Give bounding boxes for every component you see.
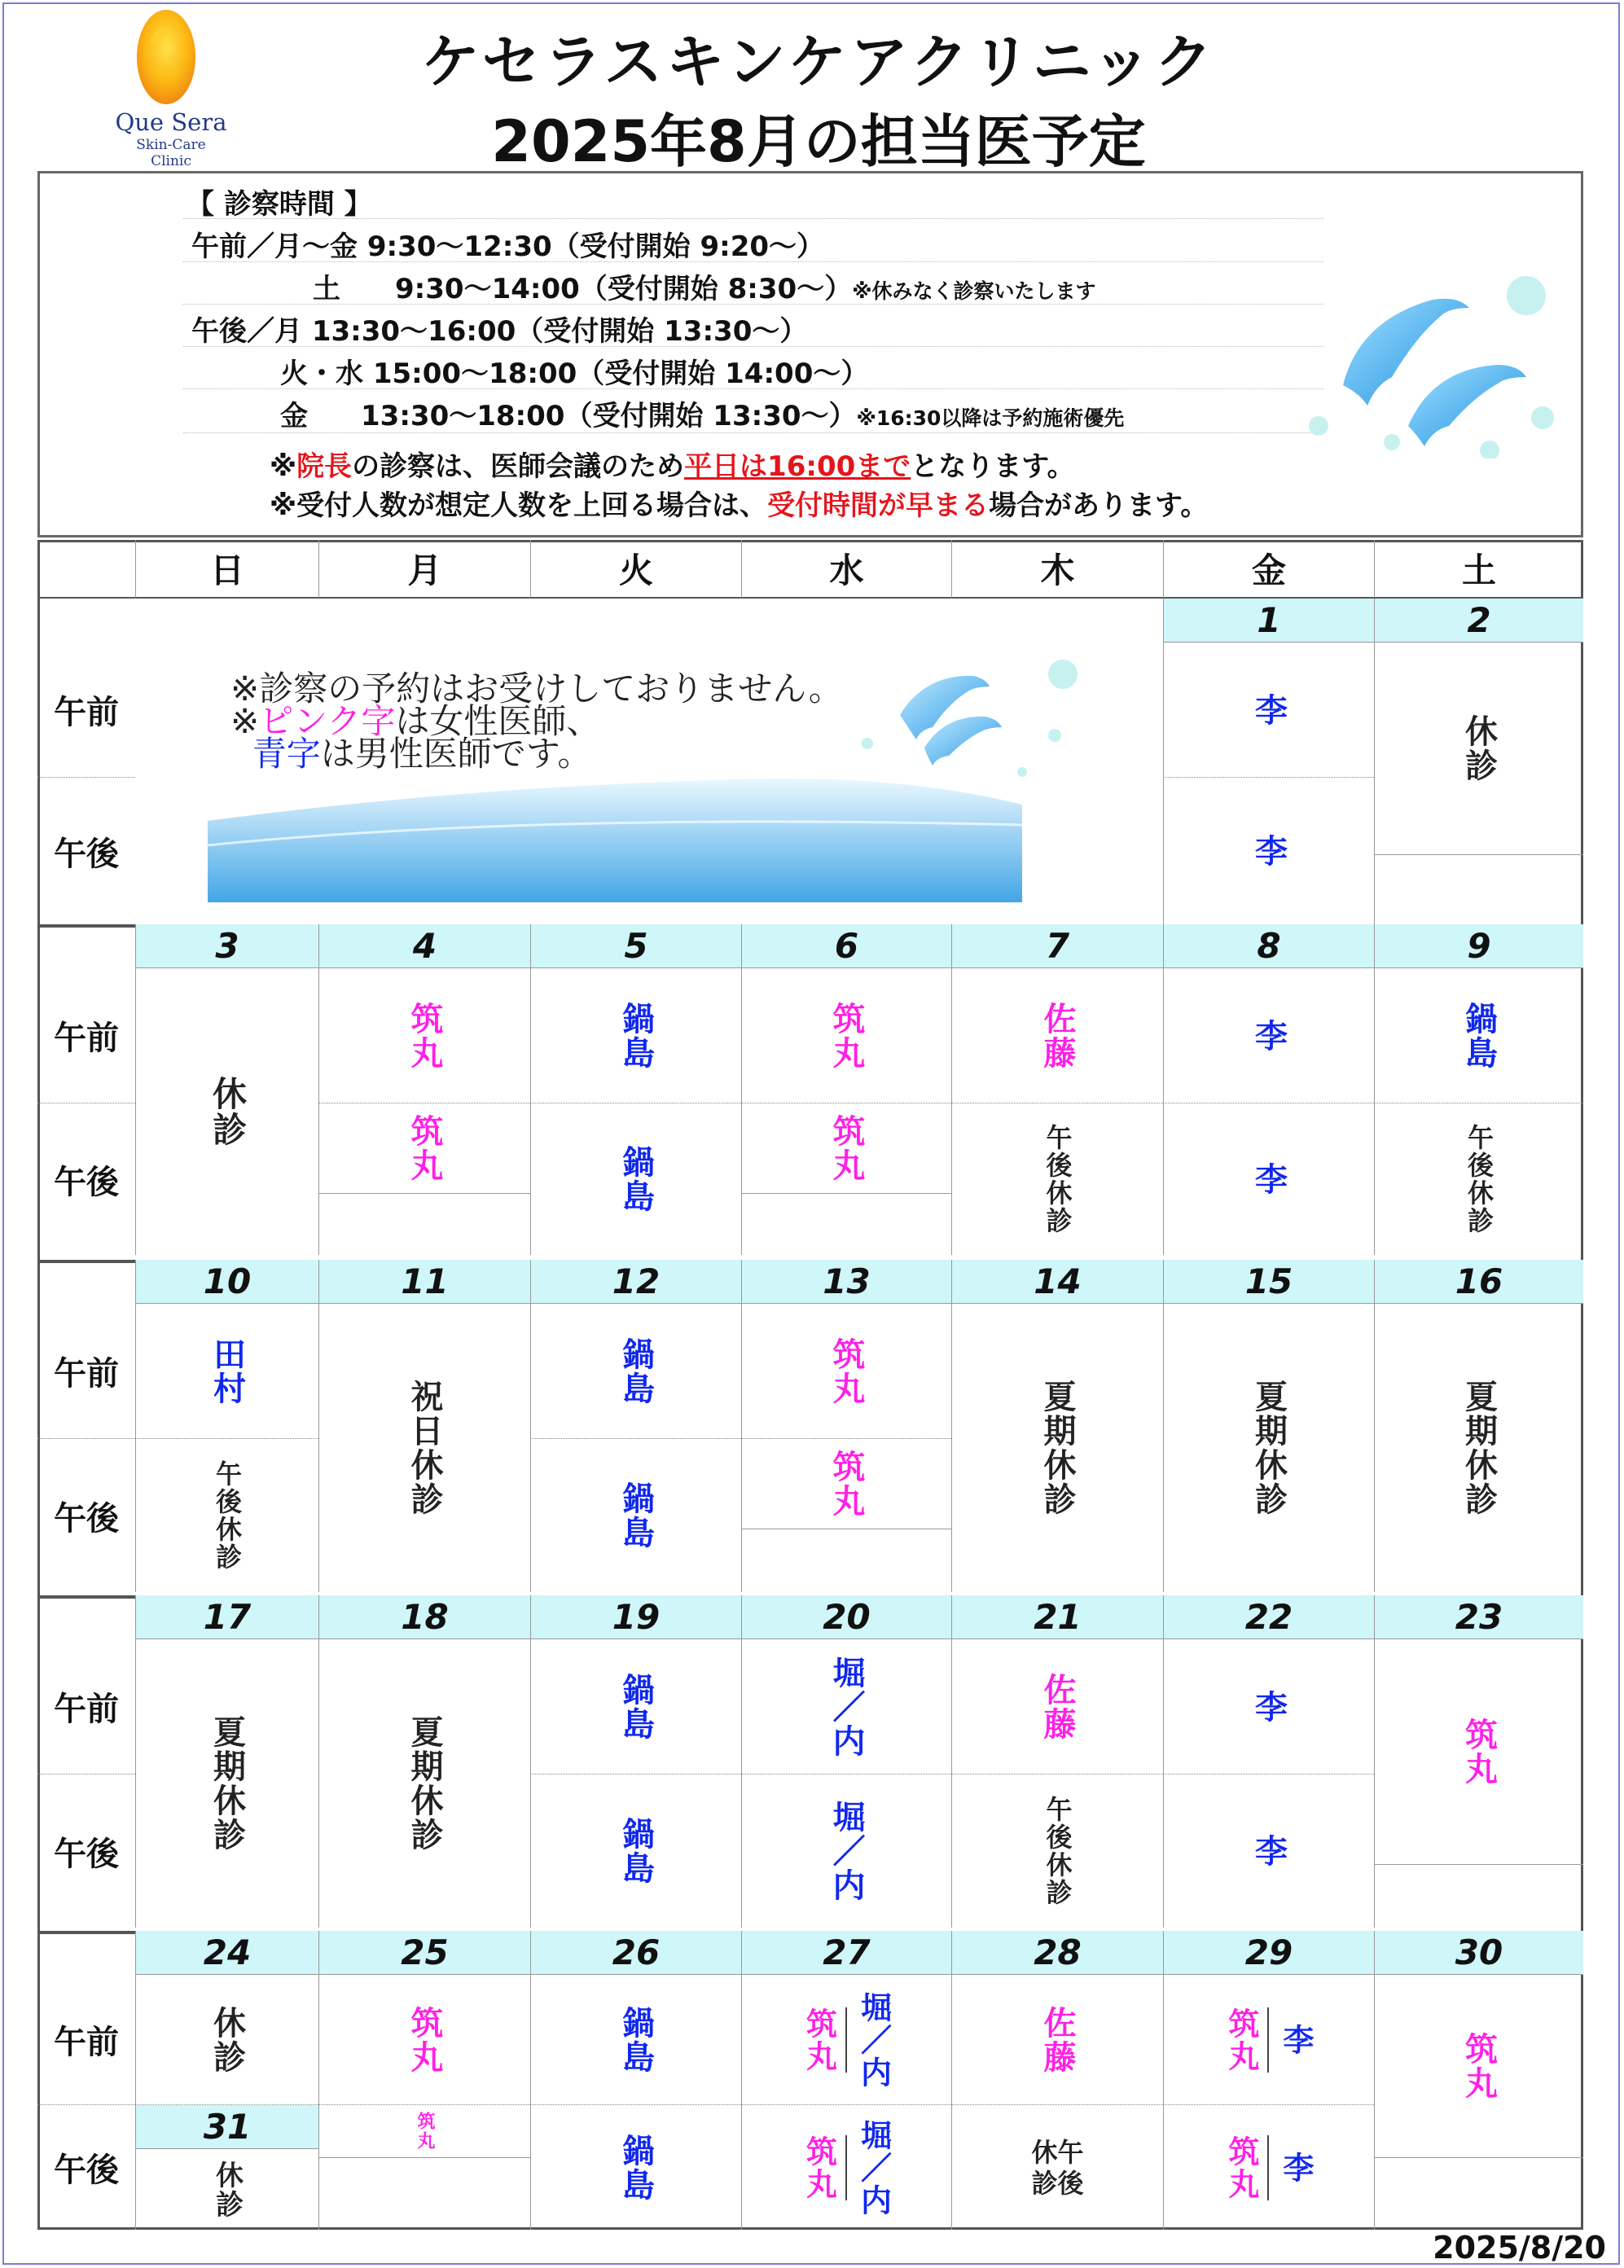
doctor-slot	[1163, 1639, 1374, 1774]
doctor-name: 休診	[210, 2160, 244, 2219]
doctor-name: 李	[1249, 1018, 1288, 1053]
doctor-slot	[1163, 1304, 1374, 1592]
note-director	[270, 444, 1075, 484]
promo-line3-a: 青字	[252, 734, 321, 774]
date-cell: 8	[1163, 924, 1374, 968]
date-cell: 28	[951, 1931, 1163, 1975]
label-am: 午前	[37, 1639, 135, 1774]
note2-b: 受付時間が早まる	[767, 489, 990, 522]
weekday-header: 木	[951, 540, 1163, 599]
doctor-name: 夏期休診	[406, 1715, 443, 1852]
note1-a: ※	[270, 450, 297, 483]
doctor-slot	[318, 1304, 530, 1592]
empty-cell	[1374, 1864, 1583, 1928]
logo-flame-icon	[114, 8, 228, 110]
doctor-slot	[318, 1975, 530, 2105]
note2-a: ※受付人数が想定人数を上回る場合は、	[270, 489, 768, 522]
doctor-slot	[951, 2105, 1163, 2230]
doctor-slot	[1374, 1103, 1583, 1255]
doctor-name: 堀／内	[827, 1800, 865, 1902]
doctor-name: 佐藤	[1038, 2005, 1076, 2074]
doctor-name: 筑丸	[1219, 2007, 1269, 2073]
doctor-slot	[318, 968, 530, 1103]
hours-am-sat-label: 土	[313, 273, 340, 305]
doctor-name: 鍋島	[617, 2005, 655, 2074]
doctor-name: 李	[1278, 2023, 1314, 2056]
weekday-header: 日	[135, 540, 318, 599]
promo-line2	[230, 701, 843, 741]
date-cell: 25	[318, 1931, 530, 1975]
empty-cell	[741, 1193, 951, 1255]
doctor-name: 李	[1249, 692, 1288, 727]
doctor-name: 筑丸	[797, 2007, 847, 2073]
doctor-slot	[1374, 968, 1583, 1103]
doctor-name: 筑丸	[1459, 2032, 1498, 2100]
doctor-name: 李	[1278, 2151, 1314, 2184]
doctor-name: 李	[1249, 1834, 1288, 1868]
label-pm: 午後	[54, 1835, 119, 1873]
rule	[183, 346, 1323, 347]
date-cell: 6	[741, 924, 951, 968]
empty-cell	[741, 1529, 951, 1592]
doctor-slot	[530, 1975, 741, 2105]
date-cell: 20	[741, 1595, 951, 1639]
empty-cell	[318, 2157, 530, 2230]
hours-pm-fri-note: ※16:30以降は予約施術優先	[856, 406, 1125, 430]
label-pm: 午後	[54, 1499, 119, 1538]
doctor-name: 鍋島	[617, 1817, 655, 1885]
rule	[183, 304, 1323, 305]
hours-pm-fri-time: 13:30～18:00（受付開始 13:30～）	[361, 400, 857, 432]
weekday-header: 金	[1163, 540, 1374, 599]
date-cell: 12	[530, 1260, 741, 1304]
dolphin-icon	[1294, 263, 1579, 458]
weekday-header: 水	[741, 540, 951, 599]
hours-pm-fri	[361, 393, 1124, 433]
doctor-name: 筑丸	[827, 1450, 865, 1518]
doctor-slot	[951, 1774, 1163, 1928]
date-cell: 26	[530, 1931, 741, 1975]
label-pm: 午後	[54, 835, 119, 873]
date-cell: 5	[530, 924, 741, 968]
doctor-slot	[951, 968, 1163, 1103]
doctor-name: 午後休診	[212, 1460, 243, 1571]
doctor-name: 筑丸	[415, 2112, 435, 2151]
doctor-name: 筑丸	[406, 2005, 443, 2074]
doctor-slot	[1374, 1304, 1583, 1592]
doctor-name: 筑丸	[827, 1336, 865, 1406]
date-cell: 31	[135, 2105, 318, 2149]
doctor-name: 鍋島	[617, 1145, 655, 1213]
promo-line3	[230, 734, 843, 774]
date-cell: 11	[318, 1260, 530, 1304]
promo-line2-c: は女性医師、	[395, 701, 601, 741]
doctor-slot	[530, 1639, 741, 1774]
doctor-name: 午後休診	[1464, 1124, 1495, 1235]
date-cell: 10	[135, 1260, 318, 1304]
doctor-slot	[1374, 643, 1583, 854]
empty-cell	[1374, 2157, 1583, 2230]
doctor-name: 午後休診	[1042, 1796, 1073, 1906]
doctor-slot	[951, 1975, 1163, 2105]
date-cell: 30	[1374, 1931, 1583, 1975]
doctor-name: 堀／内	[855, 1990, 892, 2089]
date-cell: 21	[951, 1595, 1163, 1639]
doctor-name: 鍋島	[1459, 1001, 1498, 1070]
doctor-slot	[135, 968, 318, 1255]
note1-c: の診察は、医師会議のため	[352, 450, 685, 483]
doctor-name: 夏期休診	[1459, 1380, 1498, 1516]
doctor-slot	[318, 1639, 530, 1928]
rule	[183, 388, 1323, 389]
rule	[183, 432, 1323, 433]
doctor-name: 筑丸	[1219, 2135, 1269, 2200]
doctor-name: 祝日休診	[406, 1380, 443, 1516]
hours-pm-mon: 午後／月 13:30～16:00（受付開始 13:30～）	[191, 315, 808, 348]
doctor-name: 筑丸	[827, 1001, 865, 1070]
doctor-name: 夏期休診	[208, 1715, 246, 1852]
doctor-slot	[530, 1439, 741, 1592]
doctor-name: 筑丸	[406, 1001, 443, 1070]
doctor-slot-split	[741, 2105, 951, 2230]
label-am: 午前	[37, 1975, 135, 2105]
doctor-name: 鍋島	[617, 2133, 655, 2202]
logo-subtitle: Skin-Care Clinic	[136, 137, 206, 169]
doctor-slot	[741, 1103, 951, 1193]
doctor-slot	[135, 1304, 318, 1439]
doctor-slot	[530, 1304, 741, 1439]
update-date: 2025/8/20	[1433, 2230, 1606, 2266]
doctor-slot	[530, 1103, 741, 1255]
promo-line1: ※診察の予約はお受けしておりません。	[230, 669, 843, 708]
doctor-slot	[741, 1304, 951, 1439]
doctor-slot	[1163, 778, 1374, 924]
header-corner	[37, 540, 135, 599]
doctor-name: 筑丸	[827, 1114, 865, 1182]
doctor-name: 李	[1249, 1689, 1288, 1724]
doctor-slot	[951, 1304, 1163, 1592]
note1-b: 院長	[296, 450, 353, 483]
date-cell: 27	[741, 1931, 951, 1975]
clinic-logo	[114, 8, 228, 169]
hours-heading: 【 診察時間 】	[187, 188, 372, 221]
doctor-slot	[135, 1439, 318, 1592]
doctor-name: 筑丸	[1459, 1717, 1498, 1786]
date-cell: 1	[1163, 599, 1374, 643]
doctor-name: 佐藤	[1038, 1001, 1076, 1070]
doctor-slot	[530, 968, 741, 1103]
doctor-slot	[135, 1975, 318, 2105]
doctor-slot	[951, 1103, 1163, 1255]
doctor-name: 休午 診後	[1031, 2136, 1084, 2199]
date-cell: 7	[951, 924, 1163, 968]
doctor-slot	[1163, 968, 1374, 1103]
doctor-slot	[1163, 1103, 1374, 1255]
doctor-slot	[1163, 643, 1374, 778]
promo-line3-b: は男性医師です。	[320, 734, 592, 774]
doctor-name: 佐藤	[1038, 1672, 1076, 1741]
date-cell: 16	[1374, 1260, 1583, 1304]
weekday-header: 土	[1374, 540, 1583, 599]
doctor-name: 堀／内	[827, 1655, 865, 1758]
consultation-hours-box	[37, 171, 1583, 537]
doctor-slot	[530, 1774, 741, 1928]
doctor-name: 田村	[208, 1336, 246, 1406]
label-am: 午前	[37, 1304, 135, 1439]
weekday-header: 月	[318, 540, 530, 599]
note2-c: 場合があります。	[989, 489, 1209, 522]
date-cell: 14	[951, 1260, 1163, 1304]
date-cell: 18	[318, 1595, 530, 1639]
date-cell: 13	[741, 1260, 951, 1304]
hours-pm-fri-label: 金	[280, 400, 308, 432]
hours-am-sat	[395, 266, 1096, 306]
date-cell: 23	[1374, 1595, 1583, 1639]
date-cell: 3	[135, 924, 318, 968]
doctor-slot	[135, 2149, 318, 2230]
promo-line2-b: ピンク字	[259, 701, 396, 741]
date-cell: 29	[1163, 1931, 1374, 1975]
note1-e: となります。	[911, 450, 1075, 483]
doctor-name: 夏期休診	[1038, 1380, 1076, 1516]
doctor-slot	[135, 1639, 318, 1928]
label-pm: 午後	[54, 2152, 119, 2189]
doctor-name: 鍋島	[617, 1481, 655, 1550]
doctor-name: 休診	[208, 2005, 246, 2074]
date-cell: 22	[1163, 1595, 1374, 1639]
doctor-name: 鍋島	[617, 1336, 655, 1406]
doctor-slot	[741, 1639, 951, 1774]
note-reception	[270, 483, 1208, 523]
week1-blank-top	[135, 599, 951, 643]
doctor-slot	[1163, 1774, 1374, 1928]
hours-am-sat-note: ※休みなく診察いたします	[852, 279, 1096, 303]
doctor-slot	[741, 1774, 951, 1928]
hours-am-sat-time: 9:30～14:00（受付開始 8:30～）	[395, 273, 853, 305]
hours-am-weekday: 午前／月～金 9:30～12:30（受付開始 9:20～）	[191, 230, 825, 263]
doctor-slot	[318, 2105, 530, 2157]
doctor-slot-split	[1163, 2105, 1374, 2230]
doctor-slot	[741, 1439, 951, 1529]
doctor-name: 堀／内	[855, 2118, 892, 2217]
doctor-name: 夏期休診	[1249, 1380, 1288, 1516]
doctor-slot	[951, 1639, 1163, 1774]
doctor-slot-split	[1163, 1975, 1374, 2105]
doctor-slot	[530, 2105, 741, 2230]
rule	[183, 261, 1323, 262]
doctor-slot	[1374, 1975, 1583, 2157]
empty-cell	[1374, 854, 1583, 924]
rule	[183, 218, 1323, 219]
doctor-name: 筑丸	[406, 1114, 443, 1182]
doctor-name: 李	[1249, 834, 1288, 868]
logo-name: Que Sera	[115, 108, 227, 136]
doctor-name: 鍋島	[617, 1672, 655, 1741]
note1-d: 平日は16:00まで	[684, 450, 911, 483]
date-cell: 24	[135, 1931, 318, 1975]
date-cell: 19	[530, 1595, 741, 1639]
promo-line2-a: ※	[230, 701, 260, 741]
doctor-slot-split	[741, 1975, 951, 2105]
schedule-title: 2025年8月の担当医予定	[491, 108, 1146, 175]
doctor-slot	[741, 968, 951, 1103]
weekday-header: 火	[530, 540, 741, 599]
date-cell: 9	[1374, 924, 1583, 968]
doctor-name: 筑丸	[797, 2135, 847, 2200]
empty-cell	[318, 1193, 530, 1255]
hours-pm-tuewed: 火・水 15:00～18:00（受付開始 14:00～）	[280, 358, 869, 390]
doctor-name: 李	[1249, 1162, 1288, 1196]
clinic-title: ケセラスキンケアクリニック	[421, 28, 1216, 96]
label-pm: 午後	[54, 1163, 119, 1201]
doctor-name: 鍋島	[617, 1001, 655, 1070]
label-am: 午前	[37, 643, 135, 778]
doctor-name: 休診	[1459, 714, 1498, 783]
date-cell: 4	[318, 924, 530, 968]
doctor-slot	[318, 1103, 530, 1193]
reservation-note	[230, 669, 843, 774]
date-cell: 2	[1374, 599, 1583, 643]
date-cell: 15	[1163, 1260, 1374, 1304]
date-cell: 17	[135, 1595, 318, 1639]
doctor-name: 午後休診	[1042, 1124, 1073, 1235]
doctor-slot	[1374, 1639, 1583, 1864]
doctor-name: 休診	[208, 1076, 248, 1147]
label-am: 午前	[37, 968, 135, 1103]
